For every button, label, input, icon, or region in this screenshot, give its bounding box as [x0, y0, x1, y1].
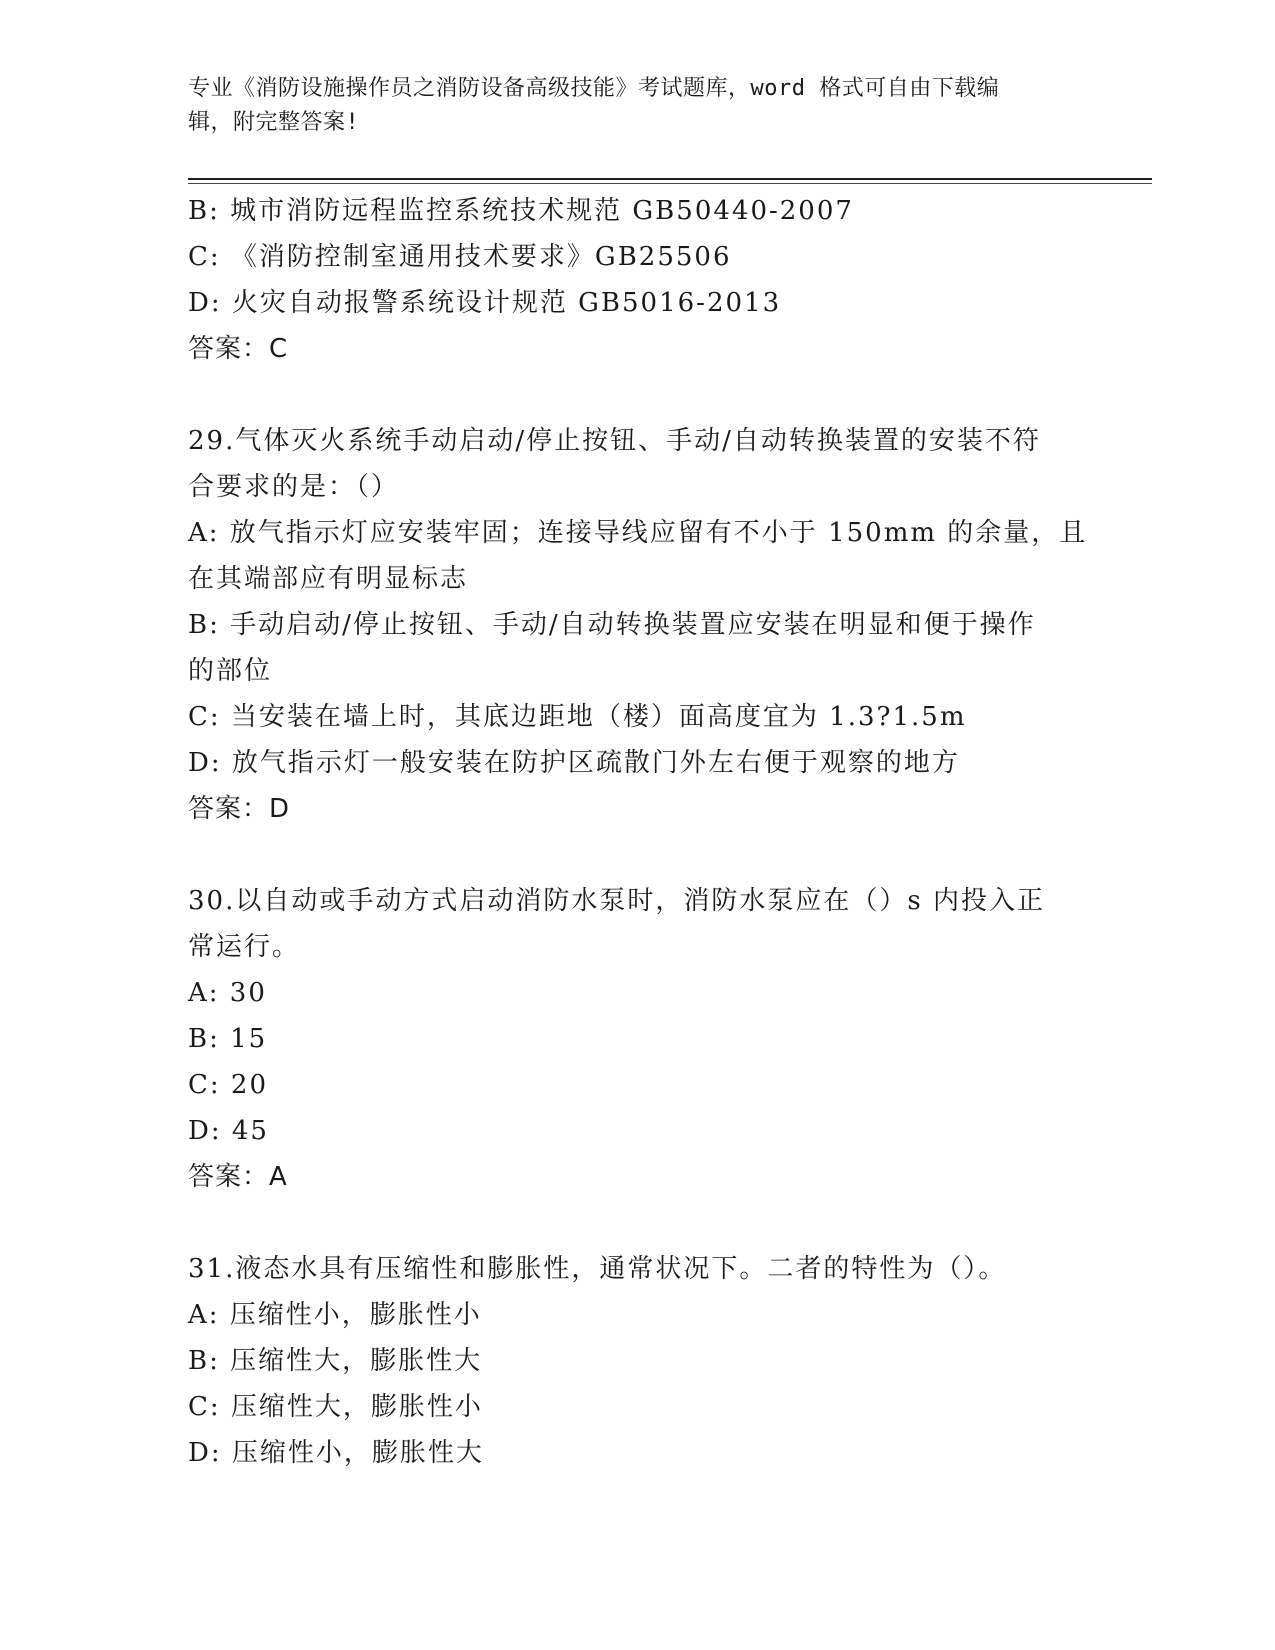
option-a: A: 压缩性小，膨胀性小: [188, 1300, 482, 1330]
header-line-1: 专业《消防设施操作员之消防设备高级技能》考试题库，word 格式可自由下载编: [188, 76, 1000, 101]
spacer: [188, 832, 1068, 878]
question-list: [188, 188, 1088, 1476]
option-d: D: 放气指示灯一般安装在防护区疏散门外左右便于观察的地方: [188, 748, 960, 778]
option-b: B: 15: [188, 1024, 268, 1054]
document-header: [188, 72, 1068, 140]
option-c: C: 压缩性大，膨胀性小: [188, 1392, 483, 1422]
option-d: D: 火灾自动报警系统设计规范 GB5016-2013: [188, 288, 782, 318]
question-stem: 29.气体灭火系统手动启动/停止按钮、手动/自动转换装置的安装不符: [188, 426, 1041, 456]
option-d: D: 压缩性小，膨胀性大: [188, 1438, 484, 1468]
option-b-cont: 的部位: [188, 656, 273, 686]
question-stem: 31.液态水具有压缩性和膨胀性，通常状况下。二者的特性为（）。: [188, 1254, 1007, 1284]
spacer: [188, 372, 1068, 418]
question-stem-cont: 常运行。: [188, 932, 301, 962]
option-c: C: 《消防控制室通用技术要求》GB25506: [188, 242, 732, 272]
option-d: D: 45: [188, 1116, 269, 1146]
question-stem-cont: 合要求的是：（）: [188, 472, 400, 502]
option-a: A: 30: [188, 978, 267, 1008]
answer-line: 答案：A: [188, 1162, 288, 1192]
option-b: B: 压缩性大，膨胀性大: [188, 1346, 483, 1376]
question-28-continued: [188, 188, 1068, 372]
header-line-2: 辑，附完整答案!: [188, 110, 360, 135]
question-stem: 30.以自动或手动方式启动消防水泵时，消防水泵应在（）s 内投入正: [188, 886, 1045, 916]
option-c: C: 20: [188, 1070, 269, 1100]
spacer: [188, 1200, 1068, 1246]
option-a: A: 放气指示灯应安装牢固；连接导线应留有不小于 150mm 的余量，且: [188, 518, 1088, 548]
question-29: [188, 418, 1088, 832]
header-rule-thick: [188, 178, 1152, 180]
answer-line: 答案：C: [188, 334, 289, 364]
option-c: C: 当安装在墙上时，其底边距地（楼）面高度宜为 1.3?1.5m: [188, 702, 967, 732]
option-a-cont: 在其端部应有明显标志: [188, 564, 469, 594]
question-31: [188, 1246, 1068, 1476]
option-b: B: 手动启动/停止按钮、手动/自动转换装置应安装在明显和便于操作: [188, 610, 1036, 640]
answer-line: 答案：D: [188, 794, 291, 824]
option-b: B: 城市消防远程监控系统技术规范 GB50440-2007: [188, 196, 854, 226]
question-30: [188, 878, 1068, 1200]
header-rule-thin: [188, 183, 1152, 184]
